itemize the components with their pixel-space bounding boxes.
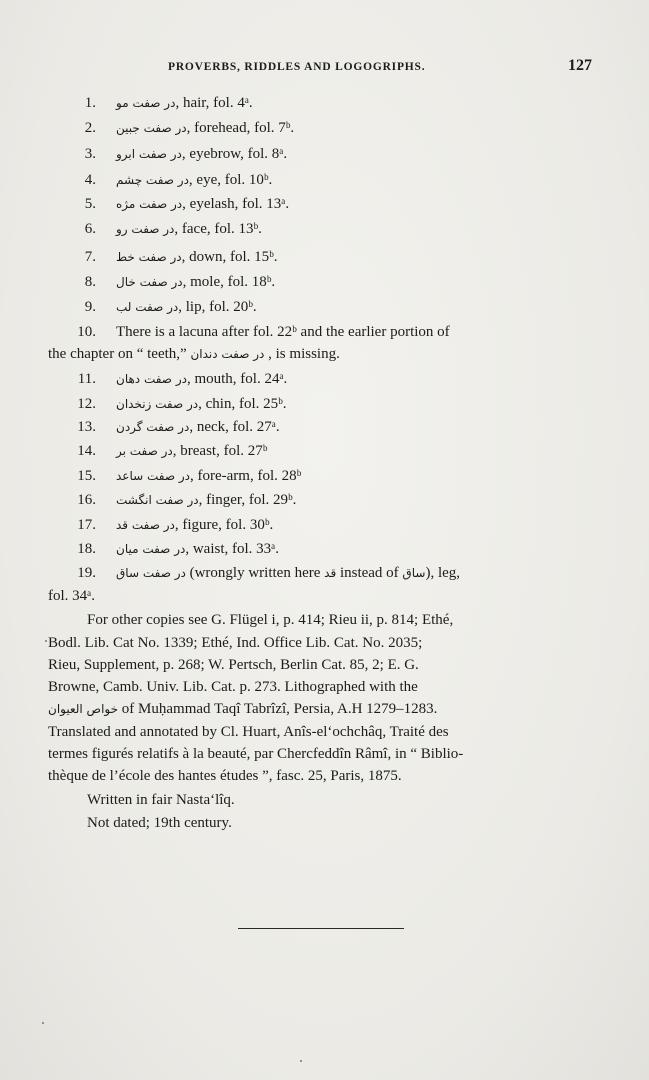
persian-heading: در صفت خال (116, 275, 183, 289)
list-item: 19. در صفت ساق (wrongly written here قد instead of ساق), leg, (0, 562, 649, 584)
list-item: 10. There is a lacuna after fol. 22ᵇ and the earlier portion of (77, 324, 450, 340)
list-item: 15. در صفت ساعد, fore-arm, fol. 28ᵇ (0, 465, 649, 487)
ink-speck (45, 640, 47, 642)
running-head (0, 57, 649, 79)
persian-heading: در صفت دهان (116, 372, 187, 386)
persian-heading: در صفت بر (116, 444, 173, 458)
persian-heading: در صفت قد (116, 518, 175, 532)
persian-heading: در صفت مژه (116, 197, 183, 211)
list-item: 1. در صفت مو, hair, fol. 4ᵃ. (0, 92, 649, 114)
list-item: 4. در صفت چشم, eye, fol. 10ᵇ. (0, 169, 649, 191)
list-item-continuation: the chapter on “ teeth,” در صفت دندان , is missing. (0, 343, 649, 365)
list-item: 14. در صفت بر, breast, fol. 27ᵇ (0, 440, 649, 462)
list-item: 17. در صفت قد, figure, fol. 30ᵇ. (0, 514, 649, 536)
persian-word: ساق (402, 566, 426, 580)
closing-rule (238, 928, 404, 929)
running-title: PROVERBS, RIDDLES AND LOGOGRIPHS. (168, 61, 426, 73)
list-item: 11. در صفت دهان, mouth, fol. 24ᵃ. (0, 368, 649, 390)
list-item: 7. در صفت خط, down, fol. 15ᵇ. (0, 246, 649, 268)
list-item: 8. در صفت خال, mole, fol. 18ᵇ. (0, 271, 649, 293)
list-item: 9. در صفت لب, lip, fol. 20ᵇ. (0, 296, 649, 318)
persian-heading: در صفت مو (116, 96, 176, 110)
persian-heading: در صفت زنخدان (116, 397, 199, 411)
ink-speck (42, 1022, 44, 1024)
persian-heading: در صفت ساعد (116, 469, 190, 483)
persian-heading: در صفت گردن (116, 420, 190, 434)
persian-heading: در صفت انگشت (116, 493, 199, 507)
date-note: Not dated; 19th century. (87, 815, 232, 831)
persian-heading: در صفت چشم (116, 173, 189, 187)
persian-heading: در صفت خط (116, 250, 182, 264)
persian-heading: در صفت دندان (190, 347, 265, 361)
persian-heading: در صفت ابرو (116, 147, 182, 161)
persian-heading: در صفت جبین (116, 121, 187, 135)
persian-heading: در صفت رو (116, 222, 175, 236)
persian-heading: در صفت لب (116, 300, 179, 314)
list-item: 13. در صفت گردن, neck, fol. 27ᵃ. (0, 416, 649, 438)
book-page: PROVERBS, RIDDLES AND LOGOGRIPHS. 127 1. در صفت مو, hair, fol. 4ᵃ. 2. در صفت جبین, forehead, fol. 7ᵇ. 3. در صفت ابرو, eyebrow, fol. 8ᵃ. 4. در صفت چشم, eye, fol. 10ᵇ. 5. در صفت مژه, eyelash, fol. 13ᵃ. 6. در صفت رو, face, fol. 13ᵇ. 7. در صفت خط, down, fol. 15ᵇ. 8. در صفت خال, mole, fol. 18ᵇ. 9. در صفت لب, lip, fol. 20ᵇ. 10. There is a lacuna after fol. 22ᵇ and the earlier portion of the chapter on “ teeth,” در صفت دندان , is missing. 11. در صفت دهان, mouth, fol. 24ᵃ. 12. در صفت زنخدان, chin, fol. 25ᵇ. 13. در صفت گردن, neck, fol. 27ᵃ. 14. در صفت بر, breast, fol. 27ᵇ 15. در صفت ساعد, fore-arm, fol. 28ᵇ 16. در صفت انگشت, finger, fol. 29ᵇ. 17. در صفت قد, figure, fol. 30ᵇ. 18. در صفت میان, waist, fol. 33ᵃ. 19. در صفت ساق (wrongly written here قد instead of ساق), leg, fol. 34ᵃ. For other copies see G. Flügel i, p. 414; Rieu ii, p. 814; Ethé, Bodl. Lib. Cat No. 1339; Ethé, Ind. Office Lib. Cat. No. 2035; Rieu, Supplement, p. 268; W. Pertsch, Berlin Cat. 85, 2; E. G. Browne, Camb. Univ. Lib. Cat. p. 273. Lithographed with the خواص العیوان of Muḥammad Taqî Tabrîzî, Persia, A.H 1279–1283. Translated and annotated by Cl. Huart, Anîs-el‘ochchâq, Traité des termes figurés relatifs à la beauté, par Chercfeddîn Râmî, in “ Biblio- thèque de l’école des hantes études ”, fasc. 25, Paris, 1875. Written in fair Nasta‘lîq. Not dated; 19th century. (0, 0, 649, 1080)
list-item: 3. در صفت ابرو, eyebrow, fol. 8ᵃ. (0, 143, 649, 165)
ink-speck (300, 1060, 302, 1062)
list-item: 12. در صفت زنخدان, chin, fol. 25ᵇ. (0, 393, 649, 415)
script-note: Written in fair Nasta‘lîq. (87, 792, 235, 808)
list-item: 18. در صفت میان, waist, fol. 33ᵃ. (0, 538, 649, 560)
page-number: 127 (568, 57, 592, 74)
list-item: 6. در صفت رو, face, fol. 13ᵇ. (0, 218, 649, 240)
list-item: 2. در صفت جبین, forehead, fol. 7ᵇ. (0, 117, 649, 139)
persian-title: خواص العیوان (48, 702, 119, 716)
persian-word: قد (324, 566, 337, 580)
persian-heading: در صفت ساق (116, 566, 186, 580)
list-item: 5. در صفت مژه, eyelash, fol. 13ᵃ. (0, 193, 649, 215)
list-item: 16. در صفت انگشت, finger, fol. 29ᵇ. (0, 489, 649, 511)
list-item-continuation: fol. 34ᵃ. (48, 588, 96, 604)
persian-heading: در صفت میان (116, 542, 186, 556)
